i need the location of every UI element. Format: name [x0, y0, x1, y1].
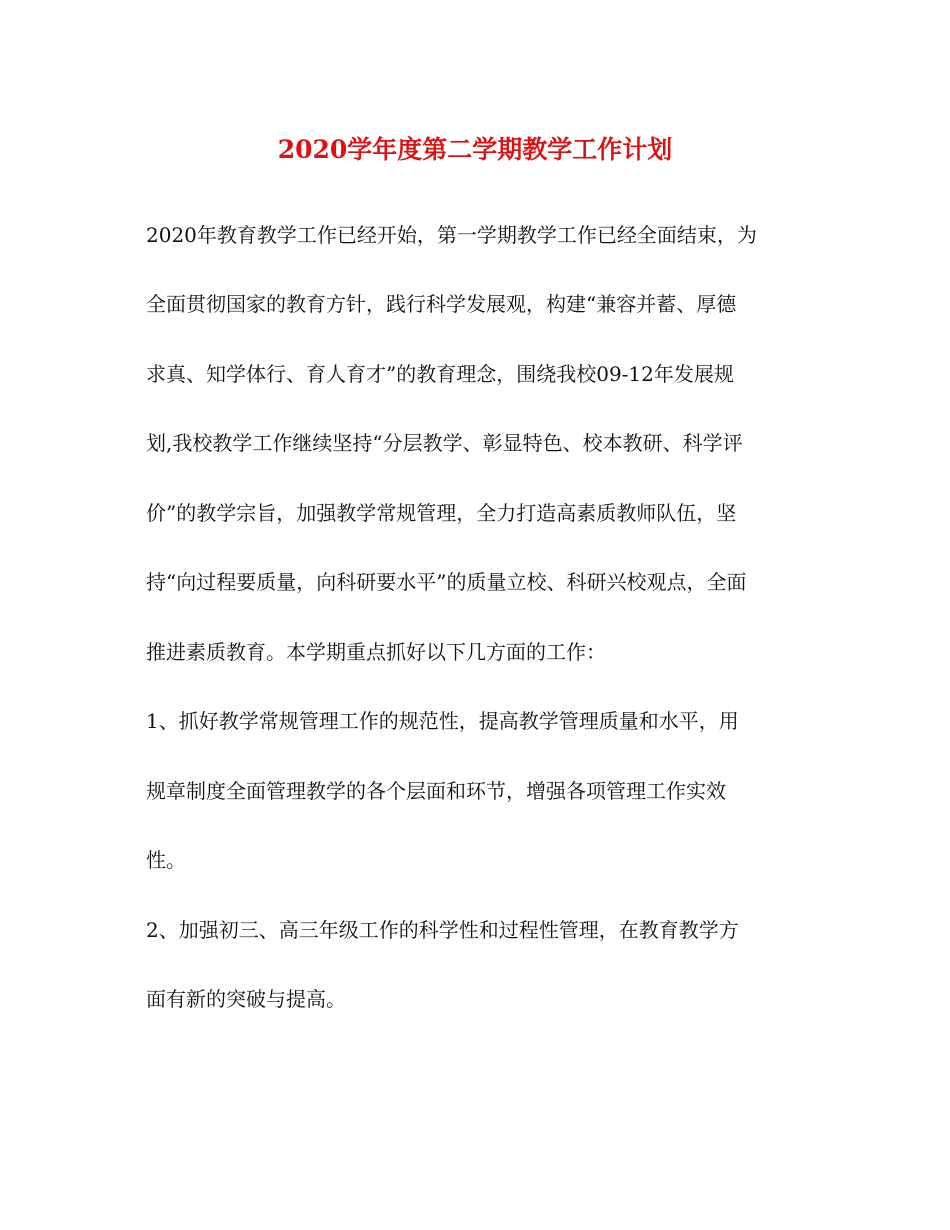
list-item-line: 规章制度全面管理教学的各个层面和环节，增强各项管理工作实效	[146, 779, 726, 803]
paragraph-line: 2020年教育教学工作已经开始，第一学期教学工作已经全面结束，为	[146, 223, 757, 247]
list-item-line: 2、加强初三、高三年级工作的科学性和过程性管理，在教育教学方	[146, 918, 739, 942]
page-title: 2020学年度第二学期教学工作计划	[277, 135, 673, 164]
list-item-line: 面有新的突破与提高。	[146, 987, 346, 1011]
list-item-line: 1、抓好教学常规管理工作的规范性，提高教学管理质量和水平，用	[146, 709, 739, 733]
paragraph-line: 求真、知学体行、育人育才”的教育理念，围绕我校09-12年发展规	[146, 362, 734, 386]
paragraph-line: 全面贯彻国家的教育方针，践行科学发展观，构建“兼容并蓄、厚德	[146, 292, 737, 316]
paragraph-line: 价”的教学宗旨，加强教学常规管理，全力打造高素质教师队伍，坚	[146, 501, 737, 525]
paragraph-line: 划,我校教学工作继续坚持“分层教学、彰显特色、校本教研、科学评	[146, 431, 743, 455]
paragraph-line: 推进素质教育。本学期重点抓好以下几方面的工作：	[146, 640, 606, 664]
paragraph-line: 持“向过程要质量，向科研要水平”的质量立校、科研兴校观点，全面	[146, 570, 747, 594]
list-item-line: 性。	[146, 848, 186, 872]
